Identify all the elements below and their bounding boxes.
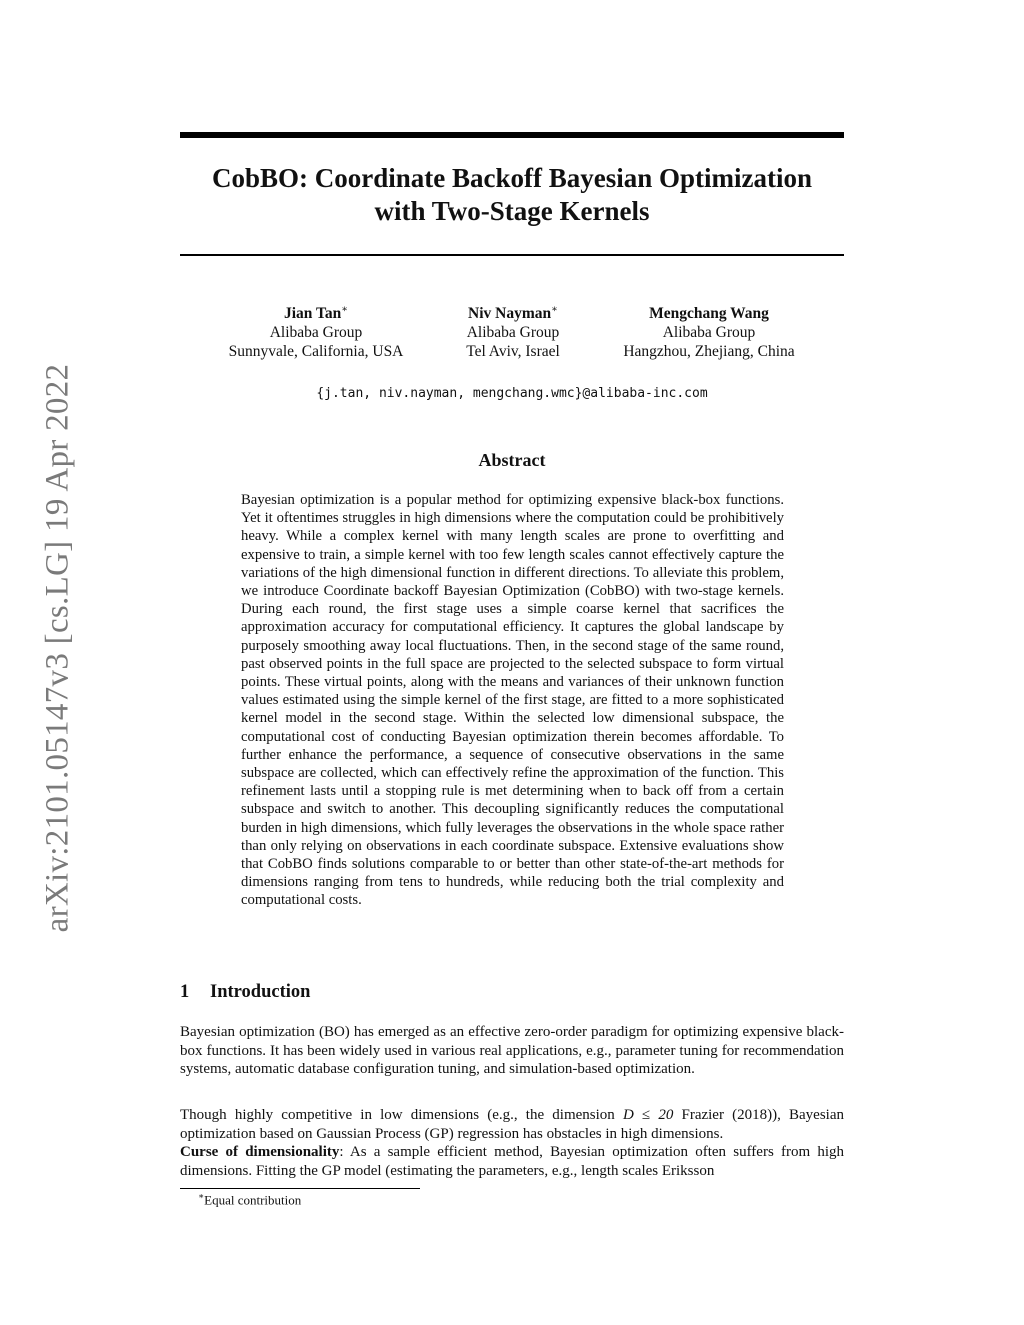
- author-location: Tel Aviv, Israel: [466, 343, 560, 361]
- intro-paragraph-1: Bayesian optimization (BO) has emerged as an effective zero-order paradigm for optimizing expensive black-box functions. It has been widely used in various real applications, e.g., parameter tuning for recommendation systems, automatic database configuration tuning, and simulation-based optimization.: [180, 1024, 844, 1077]
- title-line-2: with Two-Stage Kernels: [374, 196, 650, 226]
- title-bottom-rule: [180, 254, 844, 256]
- intro-paragraph-2: Though highly competitive in low dimensions (e.g., the dimension D ≤ 20 Frazier (2018)), Bayesian optimization based on Gaussian Process (GP) regression has obstacles in high dimensions.: [180, 1107, 844, 1142]
- author-location: Sunnyvale, California, USA: [228, 343, 404, 361]
- footnote: ∗Equal contribution: [198, 1191, 302, 1208]
- section-heading-introduction: [180, 982, 310, 1003]
- author-affiliation: Alibaba Group: [466, 324, 560, 342]
- section-number: 1: [180, 982, 190, 1002]
- run-in-heading: Curse of dimensionality: [180, 1144, 340, 1160]
- title-top-rule: [180, 132, 844, 138]
- math-inline: D ≤ 20: [622, 1107, 674, 1123]
- section-title: Introduction: [210, 982, 311, 1002]
- arxiv-stamp: arXiv:2101.05147v3 [cs.LG] 19 Apr 2022: [39, 363, 76, 933]
- author-location: Hangzhou, Zhejiang, China: [623, 343, 795, 361]
- author-affiliation: Alibaba Group: [662, 324, 756, 342]
- author-block-3: [600, 300, 818, 361]
- intro-paragraph-3: Curse of dimensionality: As a sample efficient method, Bayesian optimization often suffers from high dimensions. Fitting the GP model (estimating the parameters, e.g., length scales Eriksson: [180, 1144, 844, 1179]
- author-name: Niv Nayman∗: [468, 304, 558, 323]
- footnote-rule: [180, 1188, 420, 1189]
- author-affiliation: Alibaba Group: [269, 324, 363, 342]
- author-block-2: [440, 300, 586, 361]
- title-line-1: CobBO: Coordinate Backoff Bayesian Optimization: [211, 163, 812, 193]
- author-name: Jian Tan∗: [283, 304, 349, 323]
- abstract-heading: Abstract: [478, 450, 546, 470]
- paper-title: [180, 162, 844, 228]
- author-name: Mengchang Wang: [649, 305, 769, 323]
- abstract-text: Bayesian optimization is a popular method for optimizing expensive black-box functions. Yet it oftentimes struggles in high dimensions where the computation could be prohibitively heavy. While a complex kernel with many length scales are prone to overfitting and expensive to train, a simple kernel with too few length scales cannot effectively capture the variations of the high dimensional function in different directions. To alleviate this problem, we introduce Coordinate backoff Bayesian Optimization (CobBO) with two-stage kernels. During each round, the first stage uses a simple coarse kernel that sacrifices the approximation accuracy for computational efficiency. It captures the global landscape by purposely smoothing away local fluctuations. Then, in the second stage of the same round, past observed points in the full space are projected to the selected subspace to form virtual points. These virtual points, along with the means and variances of their unknown function values estimated using the simple kernel of the first stage, are fitted to a more sophisticated kernel model in the second stage. Within the selected low dimensional subspace, the computational cost of conducting Bayesian optimization therein becomes affordable. To further enhance the performance, a sequence of consecutive observations in the same subspace are collected, which can effectively refine the approximation of the function. This refinement lasts until a stopping rule is met determining when to back off from a certain subspace and switch to another. This decoupling significantly reduces the computational burden in high dimensions, which fully leverages the observations in the whole space rather than only relying on observations in each coordinate subspace. Extensive evaluations show that CobBO finds solutions comparable to or better than other state-of-the-art methods for dimensions ranging from tens to hundreds, while reducing both the trial complexity and computational costs.: [241, 492, 784, 909]
- author-emails: {j.tan, niv.nayman, mengchang.wmc}@alibaba-inc.com: [316, 386, 708, 401]
- author-block-1: [200, 300, 432, 361]
